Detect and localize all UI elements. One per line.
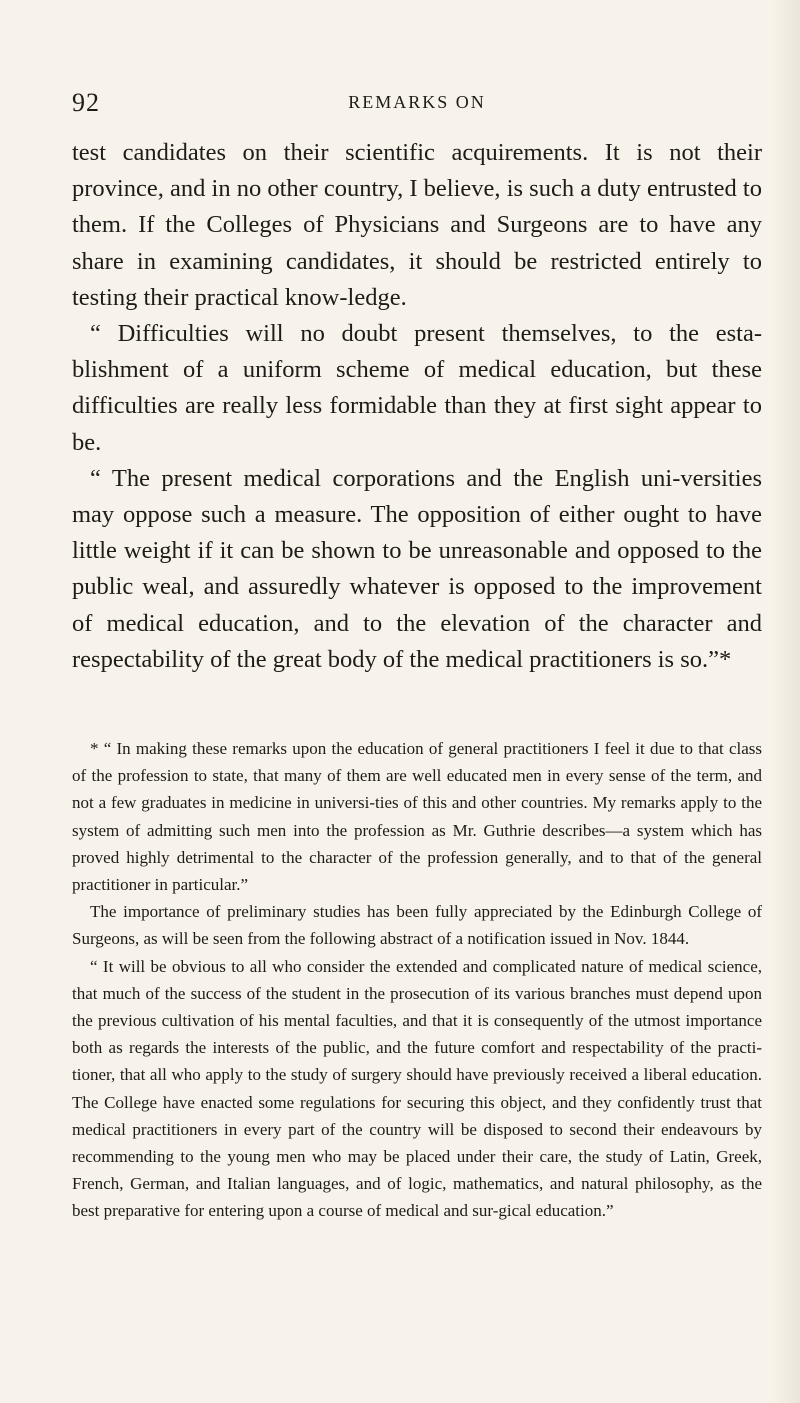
footnote-paragraph: “ It will be obvious to all who consider the extended and complicated nature of medical science, that much of the success of the student in the prosecution of its various branches must depend upon the previous cultivation of his mental faculties, and that it is consequently of the utmost importance both as regards the interests of the public, and the future comfort and respectability of the practi-tioner, that all who apply to the study of surgery should have previously received a liberal education. The College have enacted some regulations for securing this object, and they confidently trust that medical practitioners in every part of the country will be disposed to second their endeavours by recommending to the young men who may be placed under their care, the study of Latin, Greek, French, German, and Italian languages, and of logic, mathematics, and natural philosophy, as the best preparative for entering upon a course of medical and sur-gical education.” [72, 956, 762, 1221]
page-header [72, 88, 762, 124]
footnote-paragraph: * “ In making these remarks upon the education of general practitioners I feel it due to that class of the profession to state, that many of them are well educated men in every sense of the term, and not a few graduates in medicine in universi-ties of this and other countries. My remarks apply to the system of admitting such men into the profession as Mr. Guthrie describes—a system which has proved highly detrimental to the character of the profession generally, and to that of the general practitioner in particular.” [72, 739, 762, 895]
page-edge-shadow [772, 0, 800, 1403]
footnotes [72, 735, 762, 1225]
main-text [72, 135, 762, 678]
running-head: REMARKS ON [348, 92, 486, 112]
body-paragraph: test candidates on their scientific acquirements. It is not their province, and in no other country, I believe, is such a duty entrusted to them. If the Colleges of Physicians and Surgeons are to have any share in examining candidates, it should be restricted entirely to testing their practical know-ledge. [72, 139, 762, 311]
page-number: 92 [72, 88, 100, 117]
body-paragraph: “ Difficulties will no doubt present themselves, to the esta-blishment of a uniform scheme of medical education, but these difficulties are really less formidable than they at first sight appear to be. [72, 320, 762, 456]
footnote-paragraph: The importance of preliminary studies has been fully appreciated by the Edinburgh College of Surgeons, as will be seen from the following abstract of a notification issued in Nov. 1844. [72, 902, 762, 949]
body-paragraph: “ The present medical corporations and the English uni-versities may oppose such a measure. The opposition of either ought to have little weight if it can be shown to be unreasonable and opposed to the public weal, and assuredly whatever is opposed to the improvement of medical education, and to the elevation of the character and respectability of the great body of the medical practitioners is so.”* [72, 464, 762, 673]
